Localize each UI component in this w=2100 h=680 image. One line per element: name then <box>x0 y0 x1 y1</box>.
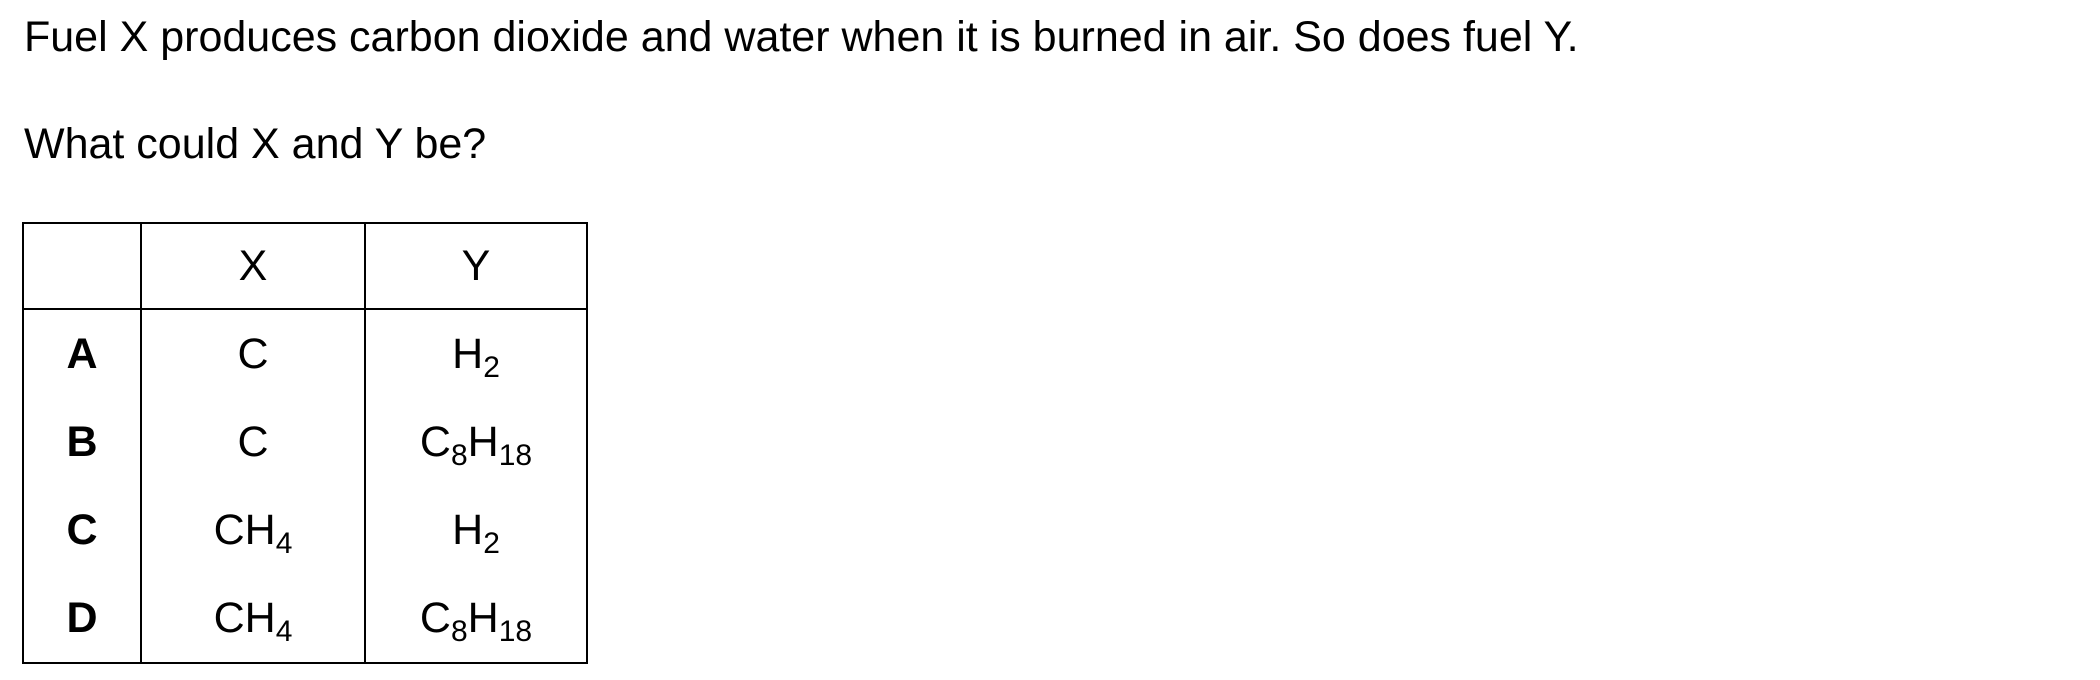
option-letter: A <box>23 309 141 398</box>
formula-x <box>141 398 365 486</box>
formula-subscript: 2 <box>483 526 500 560</box>
option-row-b[interactable] <box>23 398 587 486</box>
header-y: Y <box>365 223 587 309</box>
formula-part: H <box>452 505 484 554</box>
formula-subscript: 18 <box>498 438 533 472</box>
question-stem: Fuel X produces carbon dioxide and water when it is burned in air. So does fuel Y. <box>24 13 1579 61</box>
header-letter <box>23 223 141 309</box>
option-row-d[interactable] <box>23 574 587 663</box>
header-x: X <box>141 223 365 309</box>
formula-part: C <box>419 417 451 466</box>
option-letter: D <box>23 574 141 663</box>
formula-subscript: 2 <box>483 350 500 384</box>
formula-part: C <box>237 329 269 378</box>
formula-part: C <box>237 417 269 466</box>
formula-part: H <box>452 329 484 378</box>
formula-y <box>365 486 587 574</box>
table-header-row <box>23 223 587 309</box>
formula-subscript: 8 <box>450 614 468 648</box>
formula-subscript: 4 <box>275 614 293 648</box>
option-row-c[interactable] <box>23 486 587 574</box>
formula-subscript: 18 <box>498 614 533 648</box>
formula-subscript: 8 <box>450 438 468 472</box>
answer-options-table <box>22 222 588 664</box>
formula-y <box>365 398 587 486</box>
option-row-a[interactable] <box>23 309 587 398</box>
formula-part: H <box>467 593 499 642</box>
formula-x <box>141 309 365 398</box>
formula-subscript: 4 <box>275 526 293 560</box>
formula-part: CH <box>213 593 276 642</box>
formula-part: H <box>467 417 499 466</box>
formula-x <box>141 486 365 574</box>
formula-y <box>365 309 587 398</box>
formula-x <box>141 574 365 663</box>
option-letter: B <box>23 398 141 486</box>
question-prompt: What could X and Y be? <box>24 120 487 168</box>
option-letter: C <box>23 486 141 574</box>
formula-part: C <box>419 593 451 642</box>
formula-part: CH <box>213 505 276 554</box>
formula-y <box>365 574 587 663</box>
